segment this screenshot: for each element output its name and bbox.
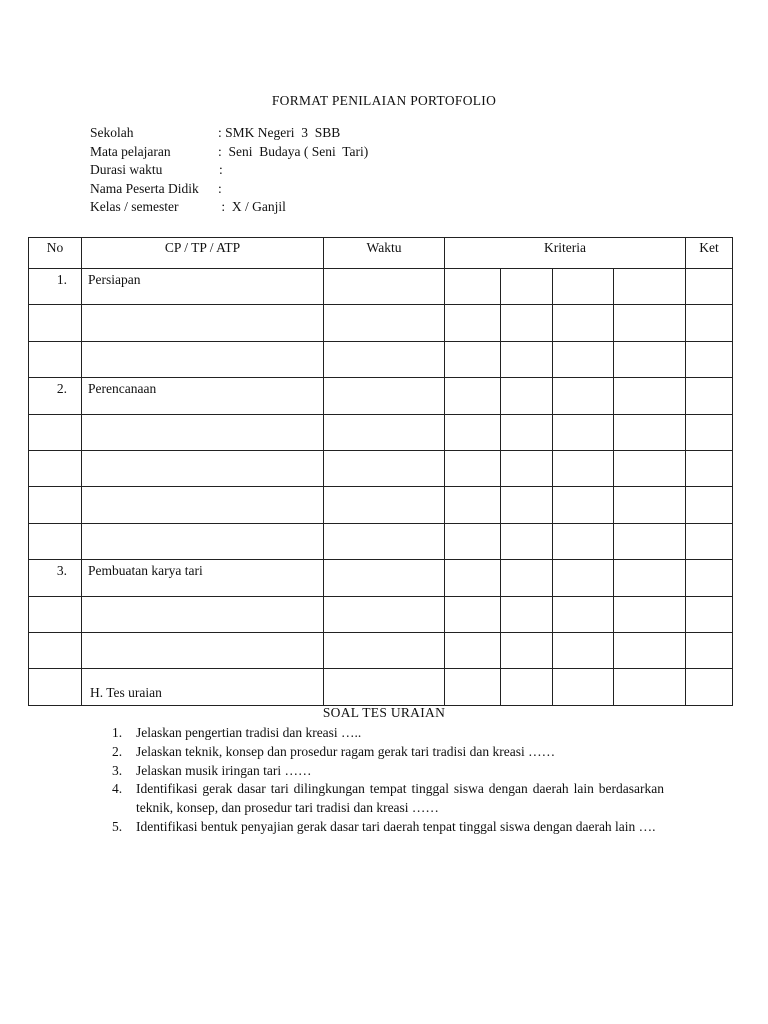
info-label: Nama Peserta Didik: [90, 180, 199, 196]
cell-no: 3.: [29, 560, 82, 596]
cell-kriteria: [445, 269, 501, 305]
table-row: [29, 414, 733, 450]
table-row: [29, 341, 733, 377]
question-text: Jelaskan musik iringan tari ……: [136, 762, 312, 778]
cell-waktu: [324, 414, 445, 450]
cell-no: [29, 487, 82, 523]
table-header-row: [29, 238, 733, 269]
cell-waktu: [324, 269, 445, 305]
cell-waktu: [324, 523, 445, 559]
cell-waktu: [324, 305, 445, 341]
header-no: No: [29, 238, 82, 269]
question-text: Jelaskan teknik, konsep dan prosedur ragam gerak tari tradisi dan kreasi ……: [136, 743, 556, 759]
cell-kriteria: [501, 269, 553, 305]
cell-cp: [82, 341, 324, 377]
cell-kriteria: [501, 632, 553, 668]
info-label: Durasi waktu: [90, 162, 163, 178]
cell-kriteria: [501, 560, 553, 596]
cell-kriteria: [501, 378, 553, 414]
question-number: 2.: [112, 743, 123, 759]
cell-kriteria: [553, 487, 614, 523]
cell-ket: [686, 560, 733, 596]
question-number: 4.: [112, 781, 123, 797]
cell-cp: [82, 523, 324, 559]
question-list: [112, 724, 664, 837]
cell-kriteria: [553, 669, 614, 705]
info-value: : Seni Budaya ( Seni Tari): [218, 143, 369, 159]
cell-kriteria: [614, 560, 686, 596]
cell-kriteria: [445, 487, 501, 523]
cell-kriteria: [614, 341, 686, 377]
cell-kriteria: [614, 269, 686, 305]
question-number: 5.: [112, 818, 123, 834]
cell-kriteria: [501, 450, 553, 486]
cell-cp: Persiapan: [82, 269, 324, 305]
cell-waktu: [324, 669, 445, 705]
cell-kriteria: [614, 632, 686, 668]
cell-kriteria: [614, 487, 686, 523]
question-text: Jelaskan pengertian tradisi dan kreasi …..: [136, 725, 362, 740]
cell-kriteria: [501, 669, 553, 705]
cell-cp: Perencanaan: [82, 378, 324, 414]
cell-kriteria: [445, 596, 501, 632]
cell-ket: [686, 378, 733, 414]
table-row: [29, 632, 733, 668]
cell-kriteria: [553, 523, 614, 559]
cell-no: 2.: [29, 378, 82, 414]
cell-kriteria: [501, 341, 553, 377]
cell-kriteria: [553, 632, 614, 668]
cell-kriteria: [553, 341, 614, 377]
cell-cp: Pembuatan karya tari: [82, 560, 324, 596]
cell-no: [29, 414, 82, 450]
cell-kriteria: [501, 487, 553, 523]
cell-no: [29, 669, 82, 705]
cell-no: [29, 596, 82, 632]
cell-kriteria: [445, 632, 501, 668]
cell-kriteria: [553, 450, 614, 486]
cell-waktu: [324, 487, 445, 523]
table-row: [29, 269, 733, 305]
document-title: FORMAT PENILAIAN PORTOFOLIO: [271, 93, 497, 108]
cell-ket: [686, 523, 733, 559]
cell-kriteria: [614, 378, 686, 414]
info-label: Sekolah: [90, 125, 134, 140]
list-item: [112, 743, 664, 762]
info-value: :: [219, 162, 223, 178]
cell-kriteria: [614, 414, 686, 450]
cell-ket: [686, 487, 733, 523]
cell-kriteria: [501, 305, 553, 341]
table-row: [29, 523, 733, 559]
cell-kriteria: [553, 560, 614, 596]
cell-kriteria: [445, 341, 501, 377]
info-value: : SMK Negeri 3 SBB: [218, 125, 341, 140]
header-cp-tp-atp: CP / TP / ATP: [82, 238, 324, 269]
info-value: : X / Ganjil: [218, 199, 286, 215]
cell-cp: [82, 305, 324, 341]
cell-cp: [82, 450, 324, 486]
table-row: [29, 450, 733, 486]
cell-kriteria: [445, 414, 501, 450]
cell-no: [29, 450, 82, 486]
cell-no: [29, 341, 82, 377]
cell-cp: [82, 414, 324, 450]
cell-kriteria: [445, 560, 501, 596]
cell-cp: [82, 596, 324, 632]
cell-kriteria: [614, 305, 686, 341]
cell-cp: [82, 487, 324, 523]
list-item: [112, 780, 664, 818]
cell-ket: [686, 269, 733, 305]
list-item: [112, 724, 664, 743]
soal-title: SOAL TES URAIAN: [322, 705, 446, 720]
table-row: [29, 596, 733, 632]
question-number: 3.: [112, 762, 123, 778]
cell-kriteria: [614, 523, 686, 559]
cell-kriteria: [553, 596, 614, 632]
cell-kriteria: [501, 596, 553, 632]
question-number: 1.: [112, 725, 123, 740]
cell-no: [29, 632, 82, 668]
cell-kriteria: [445, 669, 501, 705]
question-text: Identifikasi gerak dasar tari dilingkungan tempat tinggal siswa dengan daerah lain berdasarkan teknik, konsep, dan prosedur tari tradisi dan kreasi ……: [136, 781, 664, 816]
cell-cp: [82, 632, 324, 668]
cell-kriteria: [501, 523, 553, 559]
cell-no: [29, 305, 82, 341]
cell-kriteria: [553, 305, 614, 341]
header-waktu: Waktu: [324, 238, 445, 269]
cell-ket: [686, 450, 733, 486]
cell-waktu: [324, 378, 445, 414]
cell-kriteria: [553, 378, 614, 414]
question-text: Identifikasi bentuk penyajian gerak dasar tari daerah tenpat tinggal siswa dengan daerah lain ….: [136, 818, 656, 834]
info-label: Kelas / semester: [90, 199, 179, 215]
cell-kriteria: [614, 450, 686, 486]
header-kriteria: Kriteria: [445, 238, 686, 269]
section-heading: H. Tes uraian: [90, 685, 162, 700]
cell-waktu: [324, 632, 445, 668]
table-row: [29, 378, 733, 414]
assessment-table: [28, 237, 733, 706]
cell-ket: [686, 632, 733, 668]
cell-ket: [686, 596, 733, 632]
cell-kriteria: [445, 523, 501, 559]
info-value: :: [218, 180, 222, 196]
cell-kriteria: [445, 378, 501, 414]
table-row: [29, 305, 733, 341]
cell-kriteria: [553, 414, 614, 450]
cell-no: [29, 523, 82, 559]
cell-ket: [686, 341, 733, 377]
list-item: [112, 762, 664, 781]
table-row: [29, 487, 733, 523]
cell-waktu: [324, 596, 445, 632]
cell-kriteria: [445, 305, 501, 341]
header-ket: Ket: [686, 238, 733, 269]
cell-kriteria: [445, 450, 501, 486]
info-label: Mata pelajaran: [90, 143, 171, 159]
cell-ket: [686, 305, 733, 341]
cell-kriteria: [501, 414, 553, 450]
cell-waktu: [324, 450, 445, 486]
cell-ket: [686, 414, 733, 450]
cell-no: 1.: [29, 269, 82, 305]
table-row: [29, 560, 733, 596]
list-item: [112, 818, 664, 837]
cell-kriteria: [614, 669, 686, 705]
cell-kriteria: [614, 596, 686, 632]
cell-waktu: [324, 341, 445, 377]
cell-waktu: [324, 560, 445, 596]
cell-ket: [686, 669, 733, 705]
cell-kriteria: [553, 269, 614, 305]
